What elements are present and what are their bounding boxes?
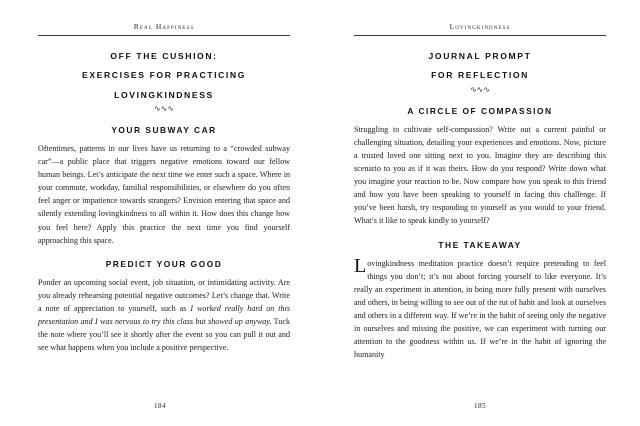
left-page-number: 184 [154, 402, 166, 410]
ornament-divider-icon-right: ∿∿∿ [469, 84, 491, 94]
left-section2-title: PREDICT YOUR GOOD [105, 258, 223, 269]
left-section1-text: Oftentimes, patterns in our lives have us returning to a “crowded subway car”—a public place that triggers negative emotions toward our fellow human beings. Let’s anticipate the next time we enter such a space. Where in your commute, workday, familial responsibilities, or elsewhere do you often feel anger or impatience towards strangers? Envision entering that space and silently extending lovingkindness to all within it. How does this change how you feel here? Apply this practice the next time you find yourself approaching this space. [38, 143, 290, 245]
right-page-number: 185 [474, 402, 486, 410]
right-section2-text [354, 254, 606, 362]
drop-cap: L [354, 254, 367, 277]
right-section2-title: THE TAKEAWAY [438, 239, 522, 250]
left-heading-line2: EXERCISES FOR PRACTICING [82, 70, 246, 81]
right-section2-body: ovingkindness meditation practice doesn’t require pretending to feel things you don’t; it’s not about forcing yourself to like everyone. It’s really an experiment in attention, in being more fully present with ourselves and others, in being willing to see out of the rut of habit and look at ourselves and others in a different way. If we’re in the habit of seeing only the negative in ourselves and missing the positive, we can experiment with turning our attention to the goodness within us. If we’re in the habit of ignoring the humanity [354, 258, 606, 360]
right-heading-line2: FOR REFLECTION [431, 70, 529, 81]
ornament-divider-icon: ∿∿∿ [153, 103, 175, 113]
left-section2-text [38, 276, 290, 355]
right-header-rule [354, 35, 606, 36]
left-section2-text-part2: Tuck the note where you’ll see it shortly after the event so you can pull it out and see what happens when you include a positive perspective. [38, 317, 290, 353]
left-running-head: Real Happiness [133, 22, 195, 31]
left-section1-title: YOUR SUBWAY CAR [111, 124, 217, 135]
right-page [320, 0, 640, 426]
right-heading-line1: JOURNAL PROMPT [428, 51, 532, 61]
left-heading-line1: OFF THE CUSHION: [110, 51, 218, 61]
left-heading-line3: LOVINGKINDNESS [114, 89, 214, 100]
right-section1-text: Struggling to cultivate self-compassion? Write out a current painful or challenging situation, detailing your experiences and emotions. Now, picture a trusted loved one sitting next to you. Imagine they are describing this scenario to you as if it was theirs. How do you respond? Write down what you imagine your reaction to be. Now compare how you speak to this friend and how you have been speaking to yourself in facing this challenge. If you’ve been harsh, try responding to yourself as you would to your friend. What’s it like to speak kindly to yourself? [354, 124, 606, 226]
left-section2-italic: I worked really hard on this presentation and I was nervous to try this class but showed up anyway. [38, 304, 291, 327]
right-running-head: Lovingkindness [449, 22, 511, 31]
left-header-rule [38, 35, 290, 36]
left-section2-text-part1: Ponder an upcoming social event, job situation, or intimidating activity. Are you already rehearsing potential negative outcomes? Let’s change that. Write a note of appreciation to yourself, such as [38, 277, 290, 314]
right-section1-title: A CIRCLE OF COMPASSION [407, 105, 553, 116]
